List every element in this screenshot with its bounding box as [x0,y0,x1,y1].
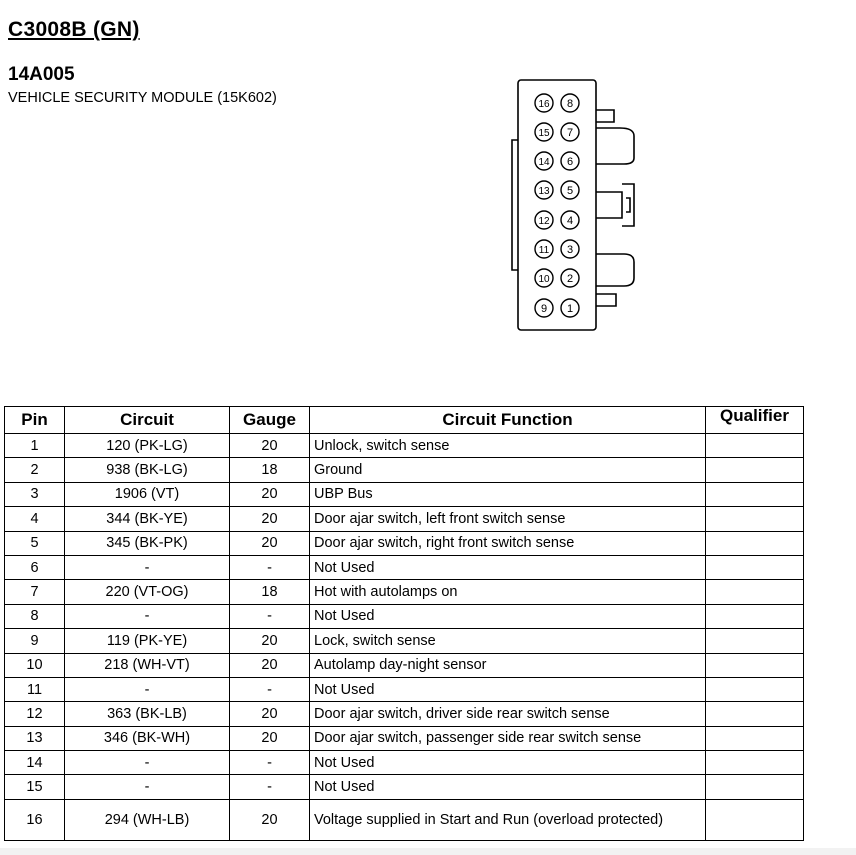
table-row [5,775,804,799]
pin-cell: 1 [5,434,65,458]
header-circuit: Circuit [65,407,230,434]
table-row [5,434,804,458]
pin-cell: 12 [5,702,65,726]
pin-cell: 7 [5,580,65,604]
table-row [5,702,804,726]
pin-cell: 8 [5,604,65,628]
part-number: 14A005 [8,64,75,85]
table-row [5,580,804,604]
pin-circle-4 [561,211,579,229]
connector-body [518,80,596,330]
svg-text:6: 6 [566,156,574,168]
circuit-cell: 120 (PK-LG) [65,434,230,458]
table-row [5,555,804,579]
circuit-function-cell: Door ajar switch, passenger side rear switch sense [310,726,706,750]
pin-cell: 9 [5,629,65,653]
circuit-function-cell: Not Used [310,751,706,775]
pin-circle-3 [561,240,579,258]
circuit-cell: - [65,677,230,701]
circuit-cell: 294 (WH-LB) [65,799,230,840]
gauge-cell: 20 [230,507,310,531]
pin-circle-13 [535,181,553,199]
gauge-cell: - [230,775,310,799]
svg-text:2: 2 [566,273,574,285]
gauge-cell: - [230,677,310,701]
qualifier-cell [706,580,804,604]
table-row [5,726,804,750]
qualifier-cell [706,726,804,750]
connector-face-diagram [498,74,668,344]
pin-cell: 13 [5,726,65,750]
table-row [5,629,804,653]
pin-circle-1 [561,299,579,317]
qualifier-cell [706,799,804,840]
qualifier-cell [706,702,804,726]
table-row [5,507,804,531]
table-row [5,482,804,506]
circuit-function-cell: Autolamp day-night sensor [310,653,706,677]
gauge-cell: 20 [230,799,310,840]
circuit-cell: 346 (BK-WH) [65,726,230,750]
circuit-function-cell: UBP Bus [310,482,706,506]
pin-circle-11 [535,240,553,258]
svg-text:8: 8 [566,98,574,110]
qualifier-cell [706,629,804,653]
pin-circle-8 [561,94,579,112]
gauge-cell: - [230,751,310,775]
svg-text:12: 12 [538,216,550,227]
connector-left-latch [512,140,518,270]
circuit-cell: 1906 (VT) [65,482,230,506]
circuit-cell: 344 (BK-YE) [65,507,230,531]
pin-cell: 4 [5,507,65,531]
svg-text:4: 4 [566,215,574,227]
gauge-cell: - [230,555,310,579]
pin-circle-6 [561,152,579,170]
pin-circle-7 [561,123,579,141]
pin-table [4,406,804,841]
pin-cell: 10 [5,653,65,677]
gauge-cell: 20 [230,482,310,506]
qualifier-cell [706,507,804,531]
gauge-cell: 20 [230,629,310,653]
circuit-function-cell: Not Used [310,555,706,579]
circuit-function-cell: Voltage supplied in Start and Run (overload protected) [310,799,706,840]
connector-right-tab-upper [596,128,634,164]
svg-text:11: 11 [538,245,550,256]
gauge-cell: 20 [230,726,310,750]
circuit-cell: 345 (BK-PK) [65,531,230,555]
svg-text:3: 3 [566,244,574,256]
circuit-cell: 363 (BK-LB) [65,702,230,726]
pin-cell: 15 [5,775,65,799]
circuit-cell: - [65,751,230,775]
pin-circle-14 [535,152,553,170]
svg-text:13: 13 [538,186,550,197]
pin-cell: 3 [5,482,65,506]
pin-circle-16 [535,94,553,112]
circuit-function-cell: Lock, switch sense [310,629,706,653]
header-pin: Pin [5,407,65,434]
qualifier-cell [706,531,804,555]
table-row [5,677,804,701]
circuit-function-cell: Unlock, switch sense [310,434,706,458]
svg-text:15: 15 [538,128,550,139]
circuit-cell: 119 (PK-YE) [65,629,230,653]
pin-cell: 2 [5,458,65,482]
qualifier-cell [706,653,804,677]
gauge-cell: 18 [230,580,310,604]
table-row [5,604,804,628]
pin-circle-9 [535,299,553,317]
circuit-cell: 938 (BK-LG) [65,458,230,482]
circuit-function-cell: Door ajar switch, right front switch sense [310,531,706,555]
table-row [5,751,804,775]
qualifier-cell [706,604,804,628]
circuit-function-cell: Door ajar switch, left front switch sense [310,507,706,531]
connector-lock-tab [622,184,634,226]
pin-cell: 5 [5,531,65,555]
circuit-cell: - [65,604,230,628]
pin-circle-5 [561,181,579,199]
svg-text:5: 5 [566,185,574,197]
circuit-function-cell: Not Used [310,677,706,701]
circuit-cell: - [65,555,230,579]
table-row [5,531,804,555]
gauge-cell: 20 [230,531,310,555]
pin-cell: 16 [5,799,65,840]
gauge-cell: - [230,604,310,628]
gauge-cell: 18 [230,458,310,482]
qualifier-cell [706,458,804,482]
gauge-cell: 20 [230,702,310,726]
svg-text:10: 10 [538,274,550,285]
svg-text:16: 16 [538,99,550,110]
qualifier-cell [706,555,804,579]
qualifier-cell [706,434,804,458]
qualifier-cell [706,775,804,799]
header-qualifier: Qualifier [706,407,804,434]
table-row [5,458,804,482]
circuit-function-cell: Door ajar switch, driver side rear switch sense [310,702,706,726]
pin-circle-12 [535,211,553,229]
qualifier-cell [706,677,804,701]
pin-cell: 11 [5,677,65,701]
gauge-cell: 20 [230,434,310,458]
circuit-cell: 220 (VT-OG) [65,580,230,604]
circuit-cell: - [65,775,230,799]
page-bottom-edge [0,848,856,855]
pin-cell: 6 [5,555,65,579]
circuit-function-cell: Not Used [310,604,706,628]
pin-table-header [5,407,804,434]
qualifier-cell [706,482,804,506]
pin-circle-10 [535,269,553,287]
module-description: VEHICLE SECURITY MODULE (15K602) [8,90,277,106]
svg-text:14: 14 [538,157,550,168]
svg-text:1: 1 [566,303,574,315]
circuit-function-cell: Ground [310,458,706,482]
header-gauge: Gauge [230,407,310,434]
circuit-cell: 218 (WH-VT) [65,653,230,677]
svg-text:7: 7 [566,127,574,139]
circuit-function-cell: Hot with autolamps on [310,580,706,604]
connector-right-tab-lower [596,254,634,286]
table-row [5,653,804,677]
pin-circle-15 [535,123,553,141]
table-row [5,799,804,840]
pin-circle-2 [561,269,579,287]
pin-cell: 14 [5,751,65,775]
gauge-cell: 20 [230,653,310,677]
svg-text:9: 9 [540,303,548,315]
header-circuit-function: Circuit Function [310,407,706,434]
qualifier-cell [706,751,804,775]
circuit-function-cell: Not Used [310,775,706,799]
connector-title: C3008B (GN) [8,18,140,41]
